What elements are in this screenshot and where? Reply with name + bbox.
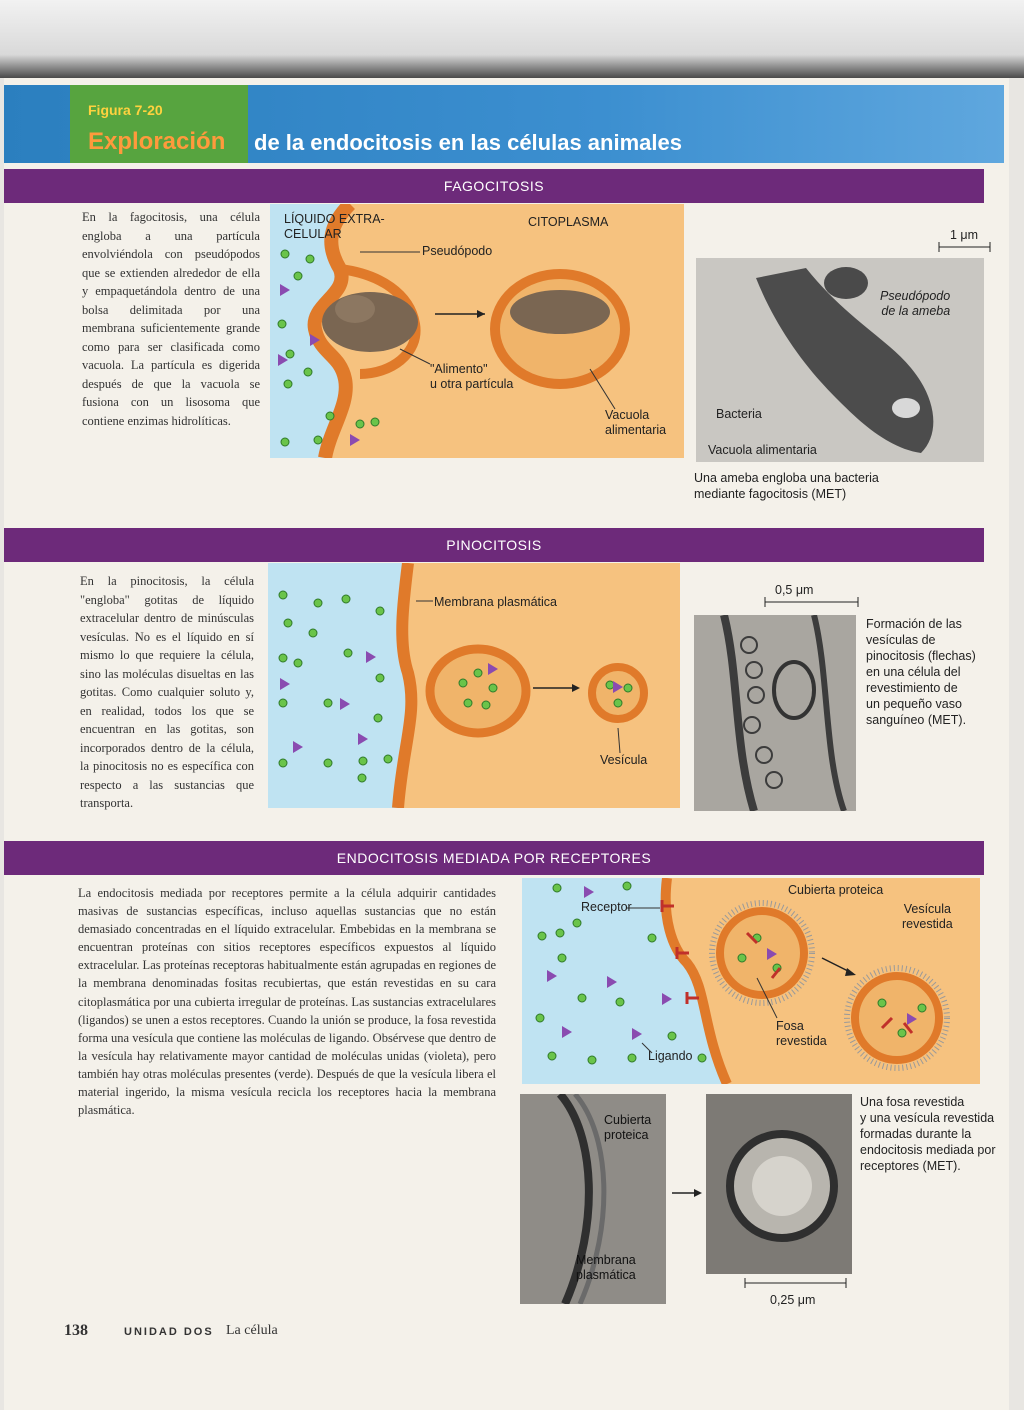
label-ligando: Ligando (648, 1049, 693, 1063)
chapter-label: La célula (226, 1323, 278, 1338)
caption-fagocitosis: Una ameba engloba una bacteria mediante fagocitosis (MET) (694, 471, 879, 501)
caption-receptores: Una fosa revestida y una vesícula revestida formadas durante la endocitosis mediada por receptores (MET). (860, 1095, 996, 1173)
figure-title: de la endocitosis en las células animales (254, 130, 682, 155)
label-alimento: "Alimento" u otra partícula (430, 362, 514, 391)
label-cubierta-proteica: Cubierta proteica (788, 883, 884, 897)
label-pseudopodo: Pseudópodo (422, 244, 493, 258)
section-band-receptores: ENDOCITOSIS MEDIADA POR RECEPTORES (4, 841, 984, 875)
fagocitosis-text: En la fagocitosis, una célula engloba a una partícula envolviéndola con pseudópodos que se extienden alrededor de ella y empaquetándola dentro de una bolsa delimitada por una membrana suficientemente grande como para ser clasificada como vacuola. La partícula es digerida después de que la vacuola se fusiona con un lisosoma que contiene enzimas hidrolíticas. (82, 210, 260, 428)
label-pseudopodo-ameba: Pseudópodo de la ameba (880, 289, 951, 318)
label-micro-vacuola: Vacuola alimentaria (708, 443, 817, 457)
label-citoplasma: CITOPLASMA (528, 215, 609, 229)
label-vesicula-revestida: Vesícula revestida (902, 902, 953, 931)
scale-0-5um: 0,5 μm (775, 583, 814, 597)
label-membrana-plasmatica: Membrana plasmática (434, 595, 557, 609)
label-liquido-extracelular: LÍQUIDO EXTRA- CELULAR (284, 212, 385, 241)
scale-bar (744, 1278, 848, 1288)
scale-0-25um: 0,25 μm (770, 1293, 816, 1307)
micrograph-pinocitosis (694, 615, 856, 811)
scale-bar (764, 597, 860, 607)
pinocitosis-text: En la pinocitosis, la célula "engloba" gotitas de líquido extracelular dentro de minúsculas vesículas. No es el líquido en sí mismo lo que requiere la célula, sino las moléculas disueltas en las gotitas. Como cualquier soluto y, en realidad, todos los que se encuentran en las gotitas, son incorporados dentro de la célula, la pinocitosis no es específica con respecto a las sustancias que transporta. (80, 574, 254, 810)
title-highlight: Exploración (88, 128, 226, 155)
figure-label: Figura 7-20 (88, 102, 163, 118)
unit-label: UNIDAD DOS (124, 1326, 214, 1338)
label-micro-membrana: Membrana plasmática (576, 1253, 636, 1282)
caption-pinocitosis: Formación de las vesículas de pinocitosis (flechas) en una célula del revestimiento de un pequeño vaso sanguíneo (MET). (866, 617, 976, 727)
receptores-text: La endocitosis mediada por receptores permite a la célula adquirir cantidades masivas de sustancias específicas, incluso aquellas sustancias que no están demasiado concentradas en el líquido extracelular. Embebidas en la membrana se encuentran proteínas con sitios receptores específicos expuestos al líquido extracelular. Las proteínas receptoras habitualmente están agrupadas en regiones de la membrana denominadas fositas recubiertas, que están revestidas en su cara citoplasmática por una cubierta irregular de proteínas. Las sustancias extracelulares (ligandos) se unen a estos receptores. Cuando la unión se produce, la fosa revestida forma una vesícula que contiene las moléculas de ligando. Obsérvese que dentro de la vesícula hay relativamente mayor cantidad de moléculas unidas (violeta), pero también hay otras moléculas presentes (verde). Después de que la vesícula libera el material ingerido, la misma vesícula recicla los receptores hacia la membrana plasmática. (78, 886, 496, 1118)
section-band-fagocitosis: FAGOCITOSIS (4, 169, 984, 203)
micrograph-vesicula-revestida (706, 1094, 852, 1274)
scale-1um: 1 μm (950, 228, 979, 242)
label-vesicula: Vesícula (600, 753, 648, 767)
page-number: 138 (64, 1322, 88, 1339)
label-receptor: Receptor (581, 900, 632, 914)
label-bacteria: Bacteria (716, 407, 762, 421)
arrow-icon (670, 1186, 704, 1200)
scan-top-edge (0, 0, 1024, 78)
scale-bar (938, 242, 992, 252)
label-micro-cubierta: Cubierta proteica (604, 1113, 652, 1142)
label-vacuola-alimentaria: Vacuola alimentaria (605, 408, 667, 437)
section-band-pinocitosis: PINOCITOSIS (4, 528, 984, 562)
label-fosa-revestida: Fosa revestida (776, 1019, 827, 1048)
